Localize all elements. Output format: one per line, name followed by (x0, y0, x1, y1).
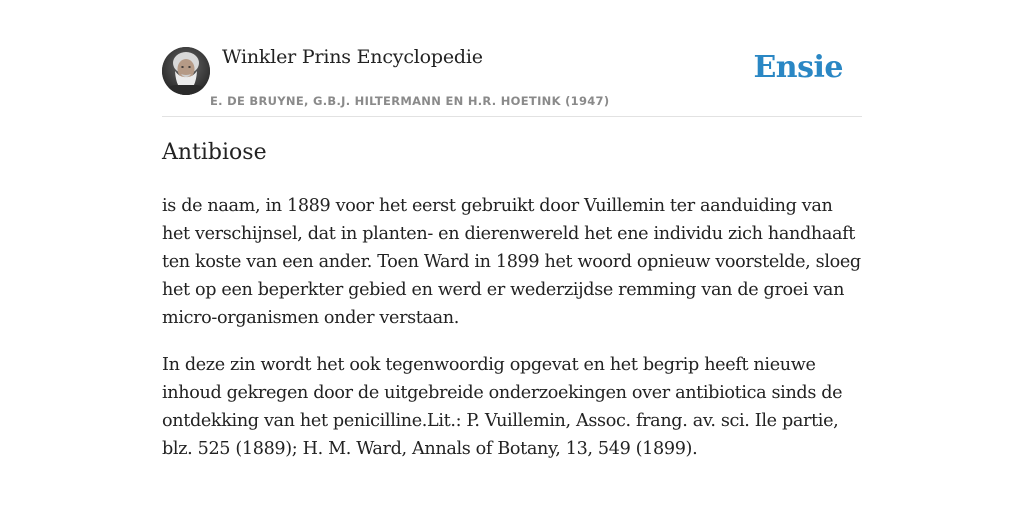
article-paragraph: is de naam, in 1889 voor het eerst gebruikt door Vuillemin ter aanduiding van het verschijnsel, dat in planten- en dierenwereld het ene individu zich handhaaft ten koste van een ander. Toen Ward in 1899 het woord opnieuw voorstelde, sloeg het op een beperkter gebied en werd er wederzijdse remming van de groei van micro-organismen onder verstaan. (162, 196, 861, 328)
article-body (162, 192, 862, 482)
source-title[interactable]: Winkler Prins Encyclopedie (222, 46, 483, 68)
portrait-photo-icon (162, 47, 210, 95)
ensie-logo-link[interactable]: Ensie (753, 50, 843, 85)
article-card (162, 0, 862, 459)
author-avatar[interactable] (162, 47, 210, 95)
source-authors: E. DE BRUYNE, G.B.J. HILTERMANN EN H.R. HOETINK (1947) (210, 94, 610, 108)
article-paragraph: In deze zin wordt het ook tegenwoordig opgevat en het begrip heeft nieuwe inhoud gekregen door de uitgebreide onderzoekingen over antibiotica sinds de ontdekking van het penicilline.Lit.: P. Vuillemin, Assoc. frang. av. sci. Ile partie, blz. 525 (1889); H. M. Ward, Annals of Botany, 13, 549 (1899). (162, 355, 843, 459)
page-title: Antibiose (162, 140, 267, 165)
source-header (162, 0, 862, 117)
